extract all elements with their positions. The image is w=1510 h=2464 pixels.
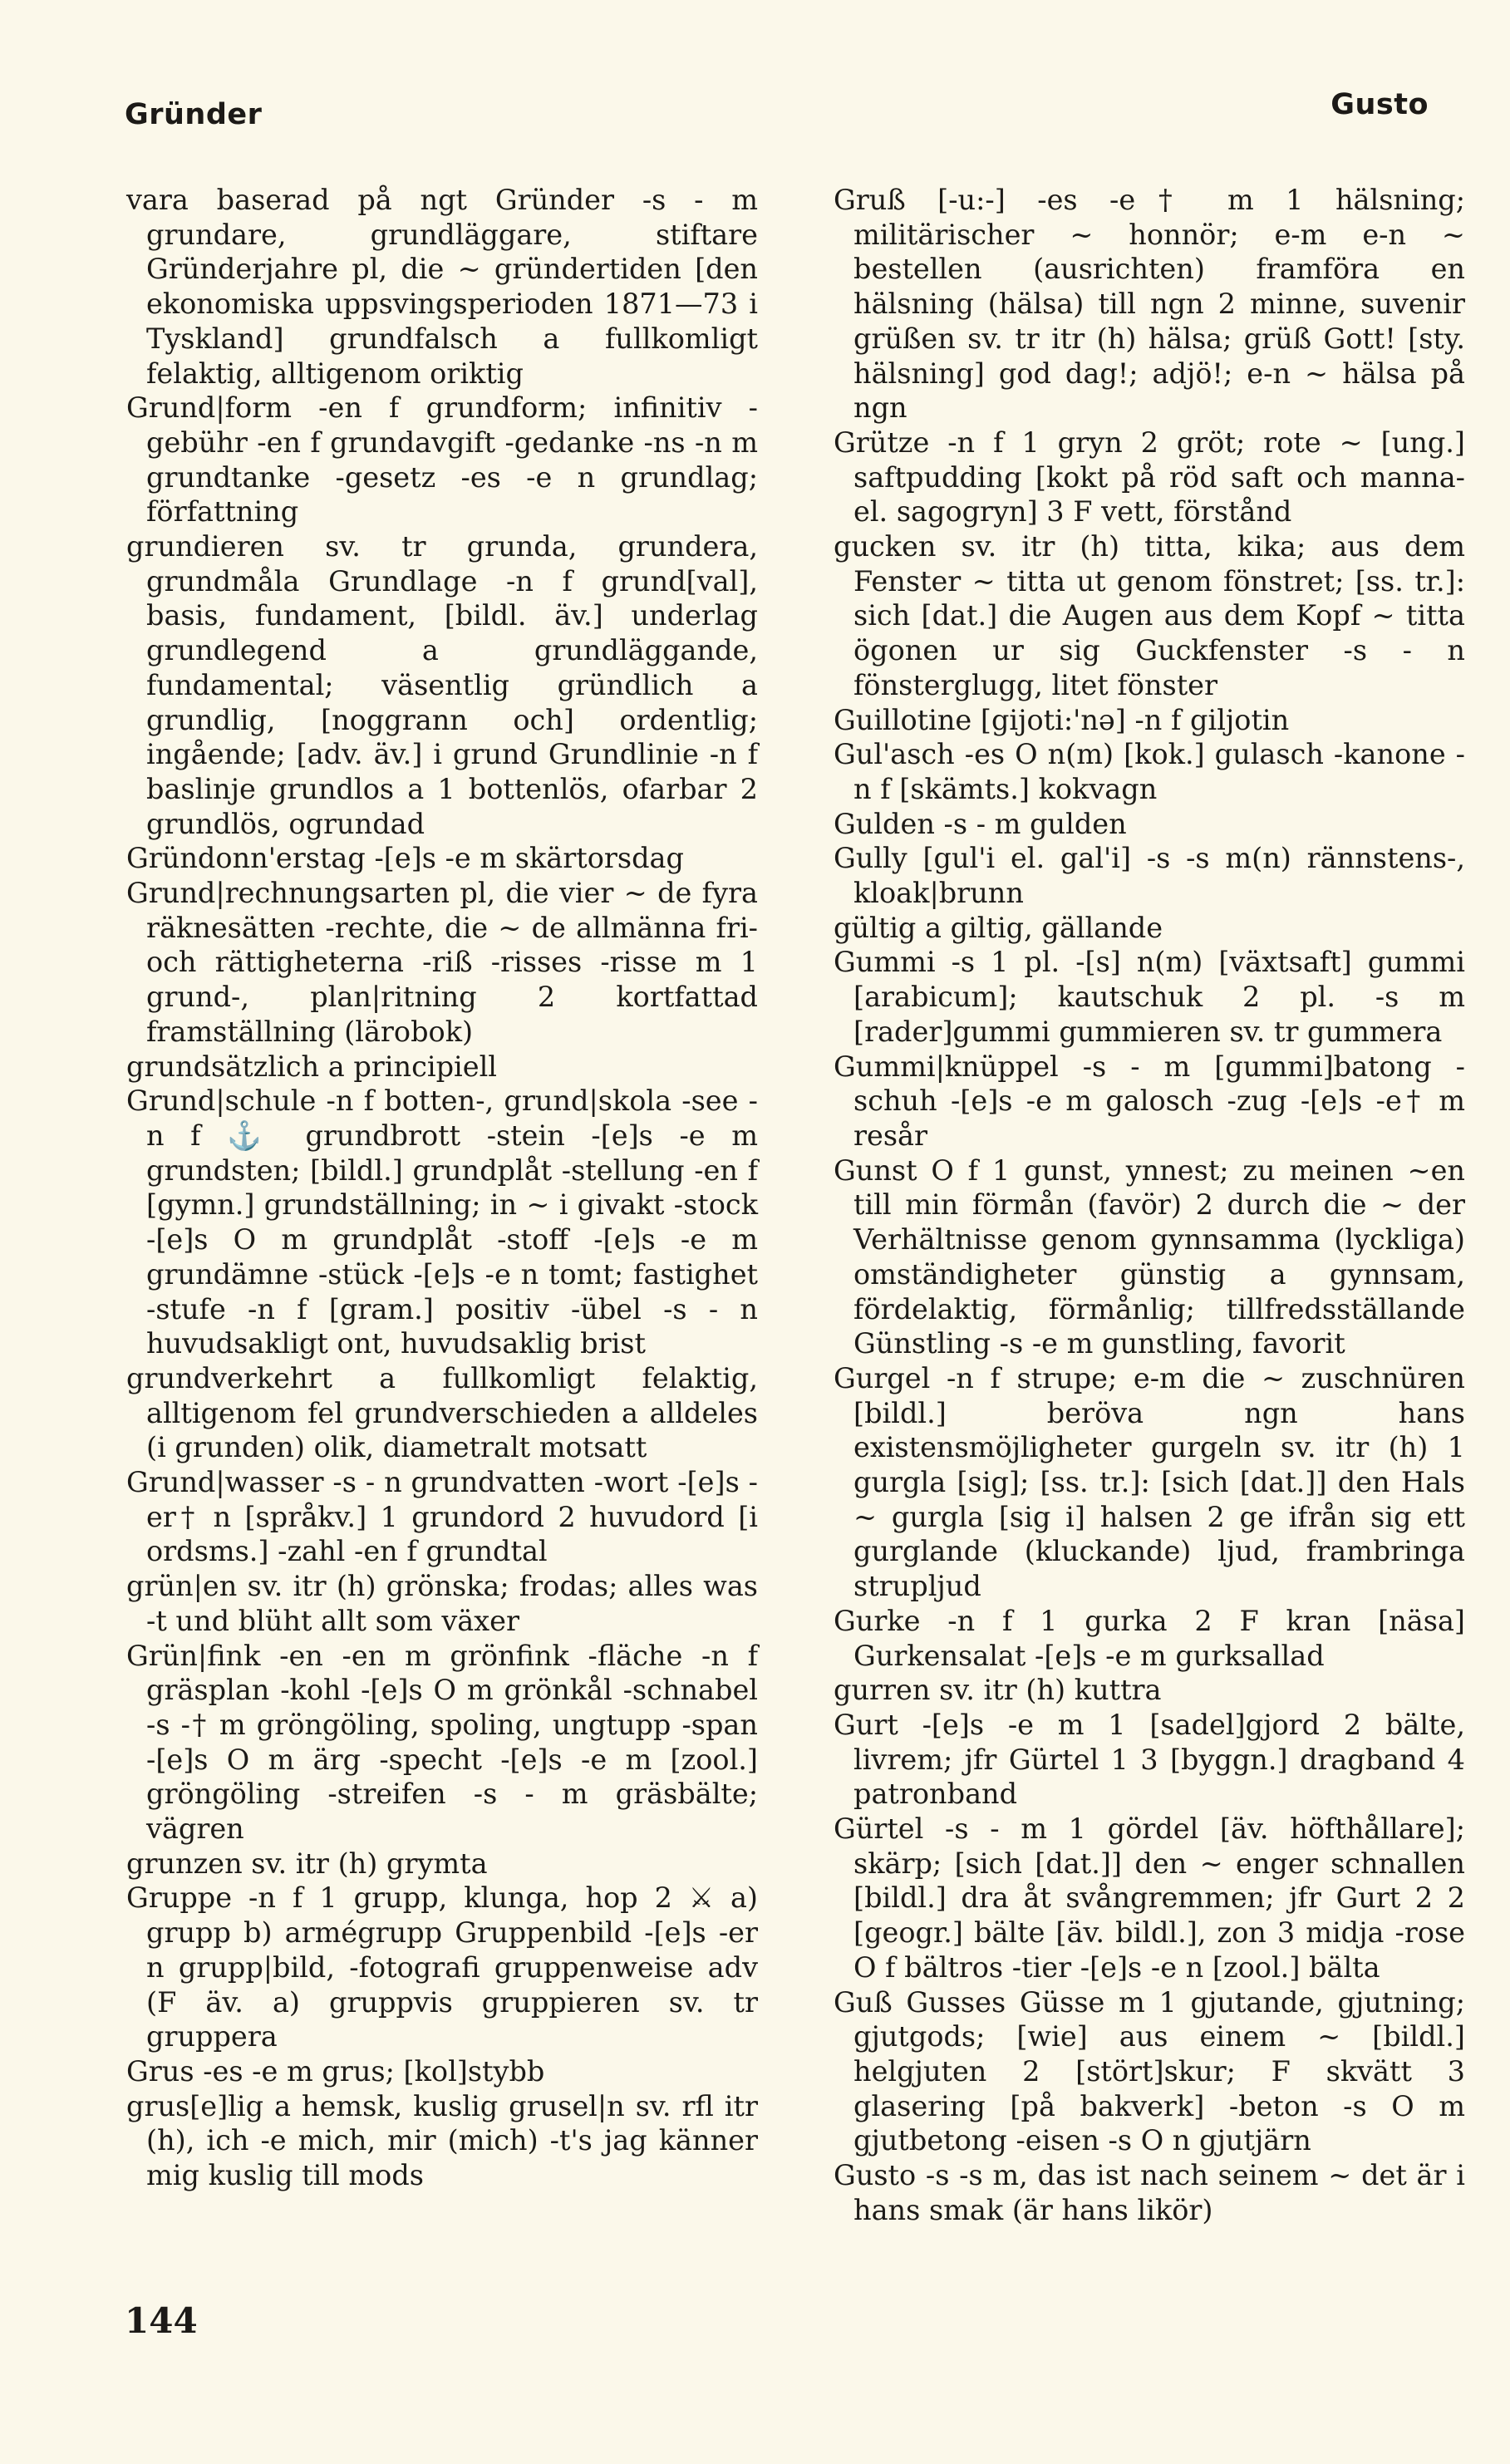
entry: Gulden -s - m gulden <box>834 807 1127 840</box>
entry: grün|en sv. itr (h) grönska; frodas; alles was -t und blüht allt som växer <box>126 1570 758 1637</box>
entry: Gurgel -n f strupe; e-m die ~ zuschnüren [bildl.] beröva ngn hans existensmöjligheter gurgeln sv. itr (h) 1 gurgla [sig]; [ss. tr.]: [sich [dat.]] den Hals ~ gurgla [sig i] halsen 2 ge ifrån sig ett gurglande (kluckande) ljud, frambringa strupljud <box>834 1361 1465 1603</box>
page-number: 144 <box>125 2300 198 2341</box>
right-column <box>834 183 1465 2227</box>
entry: Gusto -s -s m, das ist nach seinem ~ det är i hans smak (är hans likör) <box>834 2159 1465 2226</box>
entry: Gunst O f 1 gunst, ynnest; zu meinen ~en till min förmån (favör) 2 durch die ~ der Verhältnisse genom gynnsamma (lyckliga) omständigheter günstig a gynnsam, fördelaktig, förmånlig; tillfredsställande Günstling -s -e m gunstling, favorit <box>834 1153 1465 1360</box>
entry: Gruß [-u:-] -es -e† m 1 hälsning; militärischer ~ honnör; e-m e-n ~ bestellen (ausrichten) framföra en hälsning (hälsa) till ngn 2 minne, suvenir grüßen sv. tr itr (h) hälsa; grüß Gott! [sty. hälsning] god dag!; adjö!; e-n ~ hälsa på ngn <box>834 184 1465 425</box>
entry: Grund|schule -n f botten-, grund|skola -see -n f ⚓ grundbrott -stein -[e]s -e m grundsten; [bildl.] grundplåt -stellung -en f [gymn.] grundställning; in ~ i givakt -stock -[e]s O m grundplåt -stoff -[e]s -e m grundämne -stück -[e]s -e n tomt; fastighet -stufe -n f [gram.] positiv -übel -s - n huvudsakligt ont, huvudsaklig brist <box>126 1084 758 1360</box>
entry: grus[e]lig a hemsk, kuslig grusel|n sv. rfl itr (h), ich -e mich, mir (mich) -t's jag känner mig kuslig till mods <box>126 2089 758 2192</box>
right-guide-word: Gusto <box>1330 88 1429 121</box>
left-guide-word: Gründer <box>125 98 263 131</box>
entry: Guillotine [gijoti:'nə] -n f giljotin <box>834 703 1290 736</box>
entry: grunzen sv. itr (h) grymta <box>126 1847 488 1880</box>
entry: Gründonn'erstag -[e]s -e m skärtorsdag <box>126 842 684 875</box>
entry: Grund|wasser -s - n grundvatten -wort -[e]s -er† n [språkv.] 1 grundord 2 huvudord [i ordsms.] -zahl -en f grundtal <box>126 1466 758 1568</box>
entry: gucken sv. itr (h) titta, kika; aus dem Fenster ~ titta ut genom fönstret; [ss. tr.]: sich [dat.] die Augen aus dem Kopf ~ titta ögonen ur sig Guckfenster -s - n fönsterglugg, litet fönster <box>834 530 1465 701</box>
entry: Gurt -[e]s -e m 1 [sadel]gjord 2 bälte, livrem; jfr Gürtel 1 3 [byggn.] dragband 4 patronband <box>834 1708 1465 1811</box>
entry: Grütze -n f 1 gryn 2 gröt; rote ~ [ung.] saftpudding [kokt på röd saft och manna- el. sagogryn] 3 F vett, förstånd <box>834 425 1465 529</box>
entry: grundverkehrt a fullkomligt felaktig, alltigenom fel grundverschieden a alldeles (i grunden) olik, diametralt motsatt <box>126 1361 758 1464</box>
entry: grundsätzlich a principiell <box>126 1050 498 1083</box>
entry: Grund|form -en f grundform; infinitiv -gebühr -en f grundavgift -gedanke -ns -n m grundtanke -gesetz -es -e n grundlag; författning <box>126 391 758 529</box>
entry: Grus -es -e m grus; [kol]stybb <box>126 2054 545 2088</box>
entry: Gummi -s 1 pl. -[s] n(m) [växtsaft] gummi [arabicum]; kautschuk 2 pl. -s m [rader]gummi gummieren sv. tr gummera <box>834 946 1465 1048</box>
entry: Gul'asch -es O n(m) [kok.] gulasch -kanone -n f [skämts.] kokvagn <box>834 738 1465 805</box>
entry: Gully [gul'i el. gal'i] -s -s m(n) rännstens-, kloak|brunn <box>834 842 1465 910</box>
entry: vara baserad på ngt Gründer -s - m grundare, grundläggare, stiftare Gründerjahre pl, die ~ gründertiden [den ekonomiska uppsvingsperioden 1871—73 i Tyskland] grundfalsch a fullkomligt felaktig, alltigenom oriktig <box>126 184 758 390</box>
left-column <box>126 183 758 2193</box>
entry: gültig a giltig, gällande <box>834 911 1163 944</box>
entry: gurren sv. itr (h) kuttra <box>834 1674 1162 1707</box>
entry: Gummi|knüppel -s - m [gummi]batong -schuh -[e]s -e m galosch -zug -[e]s -e† m resår <box>834 1050 1465 1152</box>
entry: Gurke -n f 1 gurka 2 F kran [näsa] Gurkensalat -[e]s -e m gurksallad <box>834 1604 1465 1672</box>
entry: Grün|fink -en -en m grönfink -fläche -n f gräsplan -kohl -[e]s O m grönkål -schnabel -s -† m gröngöling, spoling, ungtupp -span -[e]s O m ärg -specht -[e]s -e m [zool.] gröngöling -streifen -s - m gräsbälte; vägren <box>126 1639 758 1846</box>
entry: grundieren sv. tr grunda, grundera, grundmåla Grundlage -n f grund[val], basis, fundament, [bildl. äv.] underlag grundlegend a grundläggande, fundamental; väsentlig gründlich a grundlig, [noggrann och] ordentlig; ingående; [adv. äv.] i grund Grundlinie -n f baslinje grundlos a 1 bottenlös, ofarbar 2 grundlös, ogrundad <box>126 530 758 840</box>
entry: Gürtel -s - m 1 gördel [äv. höfthållare]; skärp; [sich [dat.]] den ~ enger schnallen [bildl.] dra åt svångremmen; jfr Gurt 2 2 [geogr.] bälte [äv. bildl.], zon 3 midja -rose O f bältros -tier -[e]s -e n [zool.] bälta <box>834 1812 1465 1984</box>
entry: Grund|rechnungsarten pl, die vier ~ de fyra räknesätten -rechte, die ~ de allmänna fri- och rättigheterna -riß -risses -risse m 1 grund-, plan|ritning 2 kortfattad framställning (lärobok) <box>126 877 758 1048</box>
entry: Guß Gusses Güsse m 1 gjutande, gjutning; gjutgods; [wie] aus einem ~ [bildl.] helgjuten 2 [stört]skur; F skvätt 3 glasering [på bakverk] -beton -s O m gjutbetong -eisen -s O n gjutjärn <box>834 1985 1465 2157</box>
entry: Gruppe -n f 1 grupp, klunga, hop 2 ⚔ a) grupp b) armégrupp Gruppenbild -[e]s -er n grupp|bild, -fotografi gruppenweise adv (F äv. a) gruppvis gruppieren sv. tr gruppera <box>126 1881 758 2053</box>
